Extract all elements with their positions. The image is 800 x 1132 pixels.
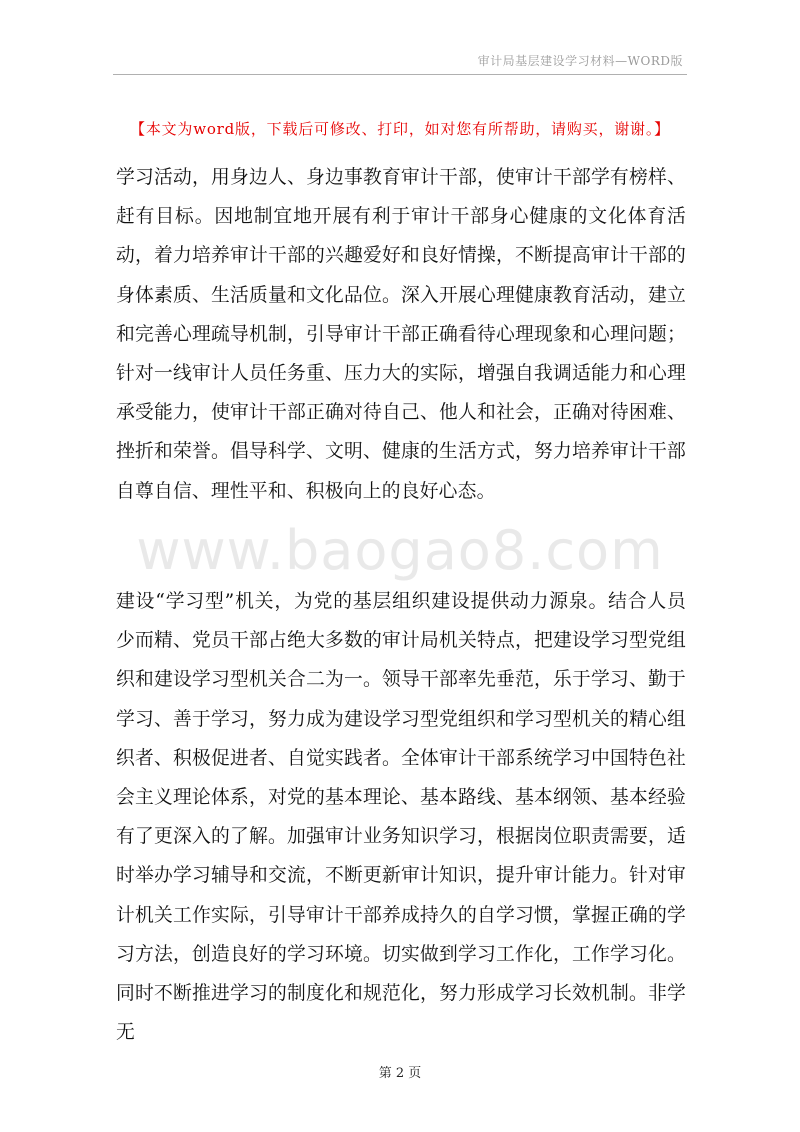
- watermark: www.baogao8.com: [136, 519, 664, 582]
- body-paragraph-1: 学习活动，用身边人、身边事教育审计干部，使审计干部学有榜样、赶有目标。因地制宜地开展有利于审计干部身心健康的文化体育活动，着力培养审计干部的兴趣爱好和良好情操，不断提高审计干部的身体素质、生活质量和文化品位。深入开展心理健康教育活动，建立和完善心理疏导机制，引导审计干部正确看待心理现象和心理问题；针对一线审计人员任务重、压力大的实际，增强自我调适能力和心理承受能力，使审计干部正确对待自己、他人和社会，正确对待困难、挫折和荣誉。倡导科学、文明、健康的生活方式，努力培养审计干部自尊自信、理性平和、积极向上的良好心态。: [116, 167, 686, 502]
- running-header: 审计局基层建设学习材料—WORD版: [477, 54, 683, 68]
- body-paragraph-2: 建设“学习型”机关，为党的基层组织建设提供动力源泉。结合人员少而精、党员干部占绝大多数的审计局机关特点，把建设学习型党组织和建设学习型机关合二为一。领导干部率先垂范，乐于学习、勤于学习、善于学习，努力成为建设学习型党组织和学习型机关的精心组织者、积极促进者、自觉实践者。全体审计干部系统学习中国特色社会主义理论体系，对党的基本理论、基本路线、基本纲领、基本经验有了更深入的了解。加强审计业务知识学习，根据岗位职责需要，适时举办学习辅导和交流，不断更新审计知识，提升审计能力。针对审计机关工作实际，引导审计干部养成持久的自学习惯，掌握正确的学习方法，创造良好的学习环境。切实做到学习工作化，工作学习化。同时不断推进学习的制度化和规范化，努力形成学习长效机制。非学无: [116, 591, 686, 1044]
- download-notice: 【本文为word版，下载后可修改、打印，如对您有所帮助，请购买，谢谢。】: [130, 120, 670, 138]
- page-number: 第 2 页: [378, 1066, 422, 1081]
- header-divider: [113, 74, 687, 75]
